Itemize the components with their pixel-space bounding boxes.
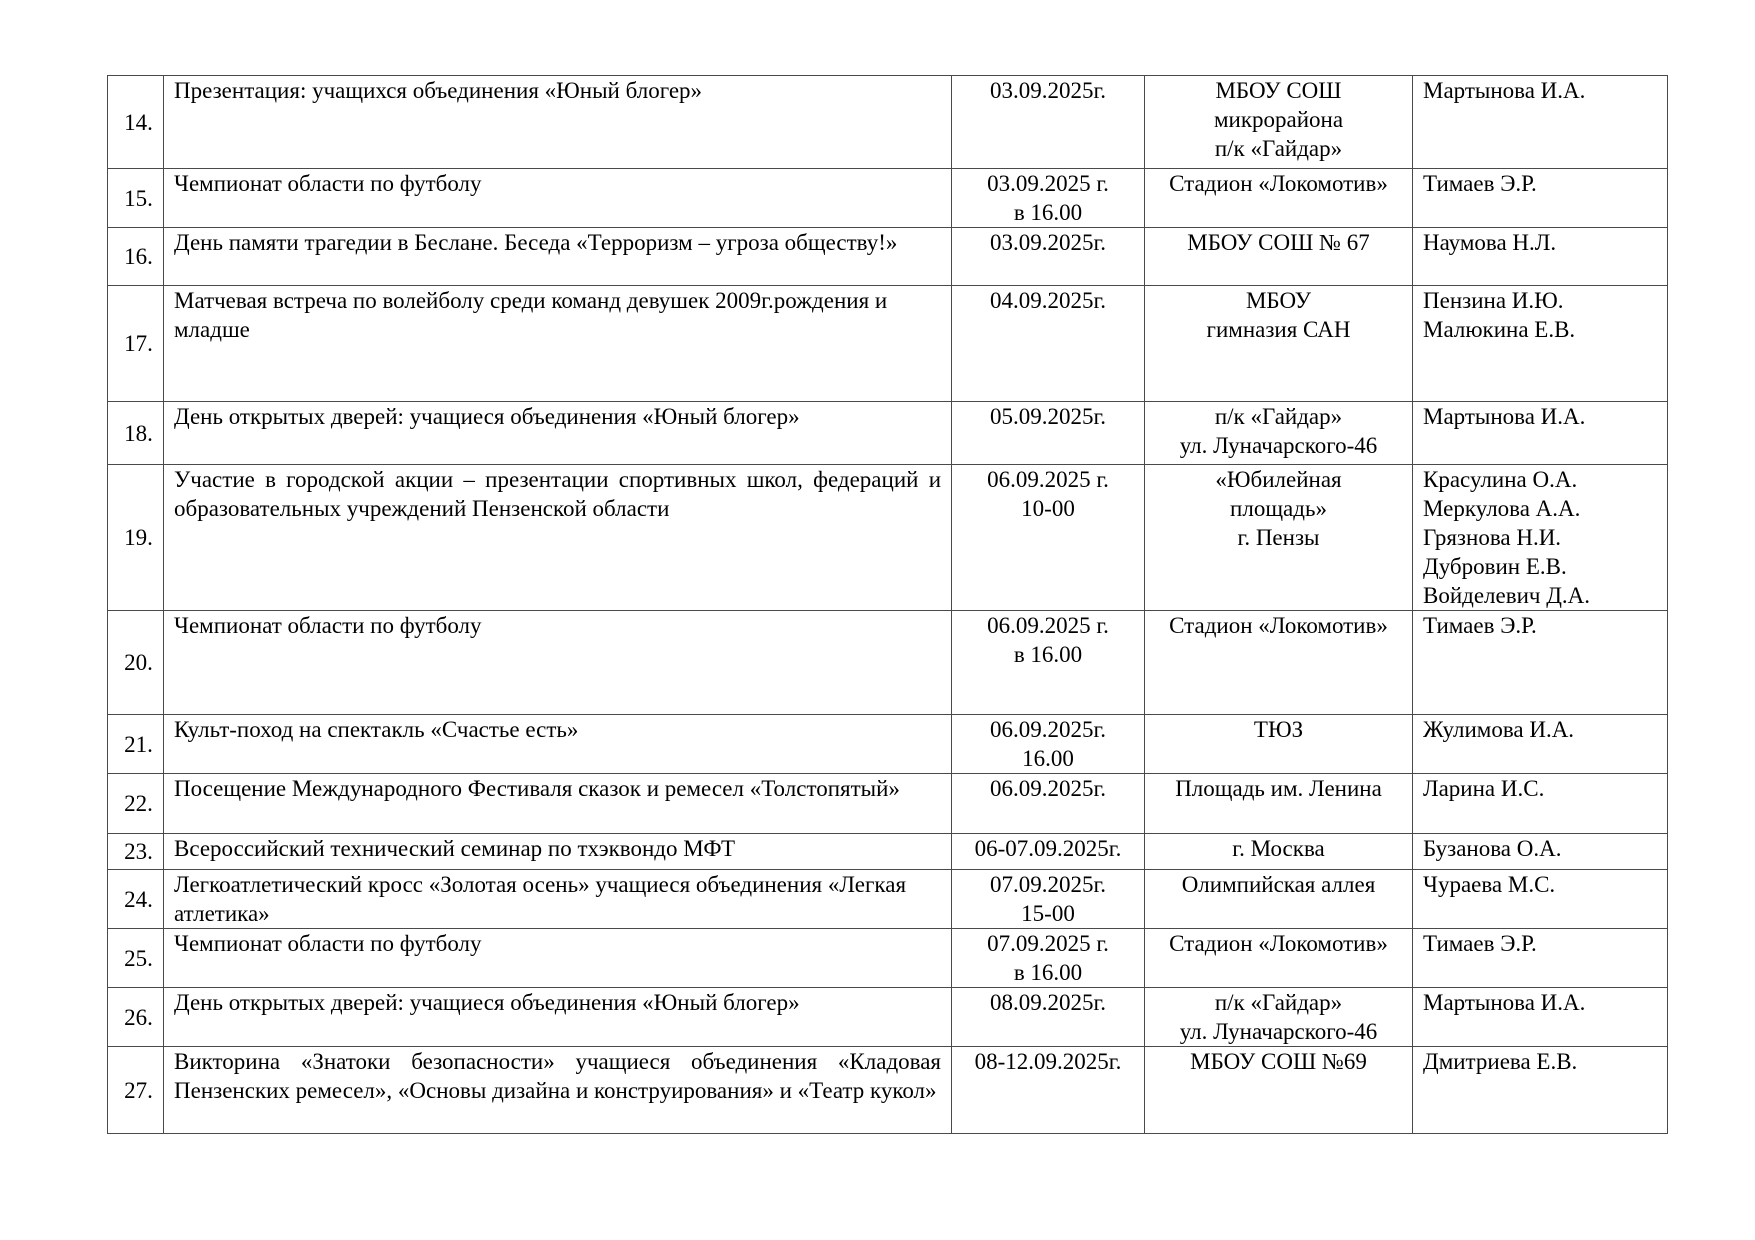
event-title: Культ-поход на спектакль «Счастье есть» <box>164 715 952 774</box>
responsible <box>1413 988 1668 1047</box>
event-date <box>952 715 1145 774</box>
event-place-line: Стадион «Локомотив» <box>1169 171 1388 196</box>
event-place <box>1145 286 1413 402</box>
events-table-body <box>108 76 1668 1134</box>
row-number: 26. <box>108 988 164 1047</box>
responsible-line: Тимаев Э.Р. <box>1423 171 1537 196</box>
row-number: 14. <box>108 76 164 169</box>
row-number: 24. <box>108 870 164 929</box>
row-number: 19. <box>108 465 164 611</box>
event-date-line: 04.09.2025г. <box>989 288 1107 313</box>
row-number: 27. <box>108 1047 164 1134</box>
responsible <box>1413 465 1668 611</box>
event-place-line: МБОУ СОШ №69 <box>1190 1049 1367 1074</box>
event-date-line: 06-07.09.2025г. <box>974 836 1122 861</box>
event-place <box>1145 76 1413 169</box>
event-place-line: МБОУ СОШ <box>1215 78 1342 103</box>
event-place-line: МБОУ СОШ № 67 <box>1187 230 1370 255</box>
event-date-line: 08.09.2025г. <box>989 990 1107 1015</box>
event-date <box>952 169 1145 228</box>
table-row <box>108 988 1668 1047</box>
event-date-line: 06.09.2025 г. <box>987 613 1109 638</box>
responsible <box>1413 715 1668 774</box>
responsible <box>1413 169 1668 228</box>
event-date-line: 06.09.2025г. <box>989 776 1107 801</box>
event-title: День памяти трагедии в Беслане. Беседа «Терроризм – угроза обществу!» <box>164 228 952 286</box>
event-date-line: 07.09.2025 г. <box>987 931 1109 956</box>
event-date-line: 05.09.2025г. <box>989 404 1107 429</box>
row-number: 21. <box>108 715 164 774</box>
event-place-line: Стадион «Локомотив» <box>1169 613 1388 638</box>
responsible-line: Грязнова Н.И. <box>1423 525 1562 550</box>
event-title: Посещение Международного Фестиваля сказок и ремесел «Толстопятый» <box>164 774 952 834</box>
table-row <box>108 1047 1668 1134</box>
event-place <box>1145 611 1413 715</box>
event-date <box>952 774 1145 834</box>
event-place <box>1145 774 1413 834</box>
event-date <box>952 988 1145 1047</box>
event-place-line: ул. Луначарского-46 <box>1179 433 1378 458</box>
responsible-line: Ларина И.С. <box>1423 776 1545 801</box>
table-row <box>108 929 1668 988</box>
row-number: 25. <box>108 929 164 988</box>
event-date-line: 15-00 <box>1021 901 1075 926</box>
event-date <box>952 611 1145 715</box>
event-place-line: Олимпийская аллея <box>1181 872 1376 897</box>
responsible-line: Малюкина Е.В. <box>1423 317 1576 342</box>
responsible-line: Красулина О.А. <box>1423 467 1578 492</box>
responsible <box>1413 870 1668 929</box>
event-date-line: 07.09.2025г. <box>989 872 1107 897</box>
event-place-line: микрорайона <box>1213 107 1344 132</box>
event-date-line: 03.09.2025г. <box>989 78 1107 103</box>
event-date <box>952 228 1145 286</box>
event-place-line: п/к «Гайдар» <box>1214 136 1343 161</box>
event-place <box>1145 929 1413 988</box>
event-place <box>1145 402 1413 465</box>
event-date-line: 03.09.2025 г. <box>987 171 1109 196</box>
table-row <box>108 870 1668 929</box>
responsible-line: Мартынова И.А. <box>1423 78 1586 103</box>
event-date-line: 06.09.2025 г. <box>987 467 1109 492</box>
event-date <box>952 465 1145 611</box>
event-place-line: Стадион «Локомотив» <box>1169 931 1388 956</box>
responsible <box>1413 834 1668 870</box>
event-date <box>952 870 1145 929</box>
table-row <box>108 465 1668 611</box>
event-place-line: площадь» <box>1230 496 1327 521</box>
responsible-line: Тимаев Э.Р. <box>1423 613 1537 638</box>
responsible-line: Бузанова О.А. <box>1423 836 1562 861</box>
event-place-line: «Юбилейная <box>1215 467 1342 492</box>
responsible <box>1413 1047 1668 1134</box>
responsible <box>1413 76 1668 169</box>
event-title: Викторина «Знатоки безопасности» учащиеся объединения «Кладовая Пензенских ремесел», «Основы дизайна и конструирования» и «Театр кукол» <box>164 1047 952 1134</box>
event-place-line: Площадь им. Ленина <box>1175 776 1382 801</box>
event-place-line: п/к «Гайдар» <box>1214 404 1343 429</box>
events-table <box>107 75 1668 1134</box>
responsible-line: Чураева М.С. <box>1423 872 1556 897</box>
table-row <box>108 834 1668 870</box>
event-title: Всероссийский технический семинар по тхэквондо МФТ <box>164 834 952 870</box>
event-date-line: в 16.00 <box>1013 200 1083 225</box>
event-place-line: гимназия САН <box>1206 317 1351 342</box>
event-place <box>1145 834 1413 870</box>
event-place-line: ТЮЗ <box>1253 717 1304 742</box>
table-row <box>108 228 1668 286</box>
event-title: День открытых дверей: учащиеся объединения «Юный блогер» <box>164 402 952 465</box>
event-title: Легкоатлетический кросс «Золотая осень» учащиеся объединения «Легкая атлетика» <box>164 870 952 929</box>
table-row <box>108 402 1668 465</box>
responsible <box>1413 774 1668 834</box>
event-title: Презентация: учащихся объединения «Юный блогер» <box>164 76 952 169</box>
event-place <box>1145 228 1413 286</box>
table-row <box>108 169 1668 228</box>
table-row <box>108 774 1668 834</box>
event-date <box>952 929 1145 988</box>
event-place-line: г. Пензы <box>1237 525 1320 550</box>
event-date-line: 16.00 <box>1022 746 1074 771</box>
responsible-line: Дубровин Е.В. <box>1423 554 1567 579</box>
event-place <box>1145 465 1413 611</box>
row-number: 16. <box>108 228 164 286</box>
event-place <box>1145 169 1413 228</box>
responsible-line: Мартынова И.А. <box>1423 990 1586 1015</box>
row-number: 22. <box>108 774 164 834</box>
event-title: Матчевая встреча по волейболу среди команд девушек 2009г.рождения и младше <box>164 286 952 402</box>
table-row <box>108 715 1668 774</box>
responsible <box>1413 286 1668 402</box>
row-number: 18. <box>108 402 164 465</box>
event-place-line: МБОУ <box>1245 288 1312 313</box>
event-place-line: г. Москва <box>1232 836 1325 861</box>
event-date <box>952 834 1145 870</box>
event-date <box>952 286 1145 402</box>
event-date <box>952 1047 1145 1134</box>
event-title: Чемпионат области по футболу <box>164 929 952 988</box>
table-row <box>108 286 1668 402</box>
responsible-line: Жулимова И.А. <box>1423 717 1575 742</box>
event-place <box>1145 870 1413 929</box>
responsible-line: Наумова Н.Л. <box>1423 230 1557 255</box>
event-date-line: в 16.00 <box>1013 960 1083 985</box>
responsible-line: Дмитриева Е.В. <box>1423 1049 1578 1074</box>
responsible-line: Тимаев Э.Р. <box>1423 931 1537 956</box>
event-title: День открытых дверей: учащиеся объединения «Юный блогер» <box>164 988 952 1047</box>
event-title: Участие в городской акции – презентации спортивных школ, федераций и образовательных учреждений Пензенской области <box>164 465 952 611</box>
event-title: Чемпионат области по футболу <box>164 611 952 715</box>
event-place <box>1145 1047 1413 1134</box>
responsible <box>1413 402 1668 465</box>
event-date-line: 06.09.2025г. <box>989 717 1107 742</box>
event-date-line: 08-12.09.2025г. <box>974 1049 1122 1074</box>
event-place-line: п/к «Гайдар» <box>1214 990 1343 1015</box>
row-number: 17. <box>108 286 164 402</box>
row-number: 15. <box>108 169 164 228</box>
event-date <box>952 402 1145 465</box>
event-place-line: ул. Луначарского-46 <box>1179 1019 1378 1044</box>
responsible-line: Пензина И.Ю. <box>1423 288 1564 313</box>
responsible-line: Мартынова И.А. <box>1423 404 1586 429</box>
responsible <box>1413 611 1668 715</box>
responsible <box>1413 929 1668 988</box>
event-date <box>952 76 1145 169</box>
event-place <box>1145 715 1413 774</box>
table-row <box>108 76 1668 169</box>
event-date-line: в 16.00 <box>1013 642 1083 667</box>
row-number: 23. <box>108 834 164 870</box>
responsible-line: Войделевич Д.А. <box>1423 583 1591 608</box>
event-place <box>1145 988 1413 1047</box>
responsible <box>1413 228 1668 286</box>
responsible-line: Меркулова А.А. <box>1423 496 1581 521</box>
event-title: Чемпионат области по футболу <box>164 169 952 228</box>
event-date-line: 03.09.2025г. <box>989 230 1107 255</box>
row-number: 20. <box>108 611 164 715</box>
event-date-line: 10-00 <box>1021 496 1075 521</box>
table-row <box>108 611 1668 715</box>
